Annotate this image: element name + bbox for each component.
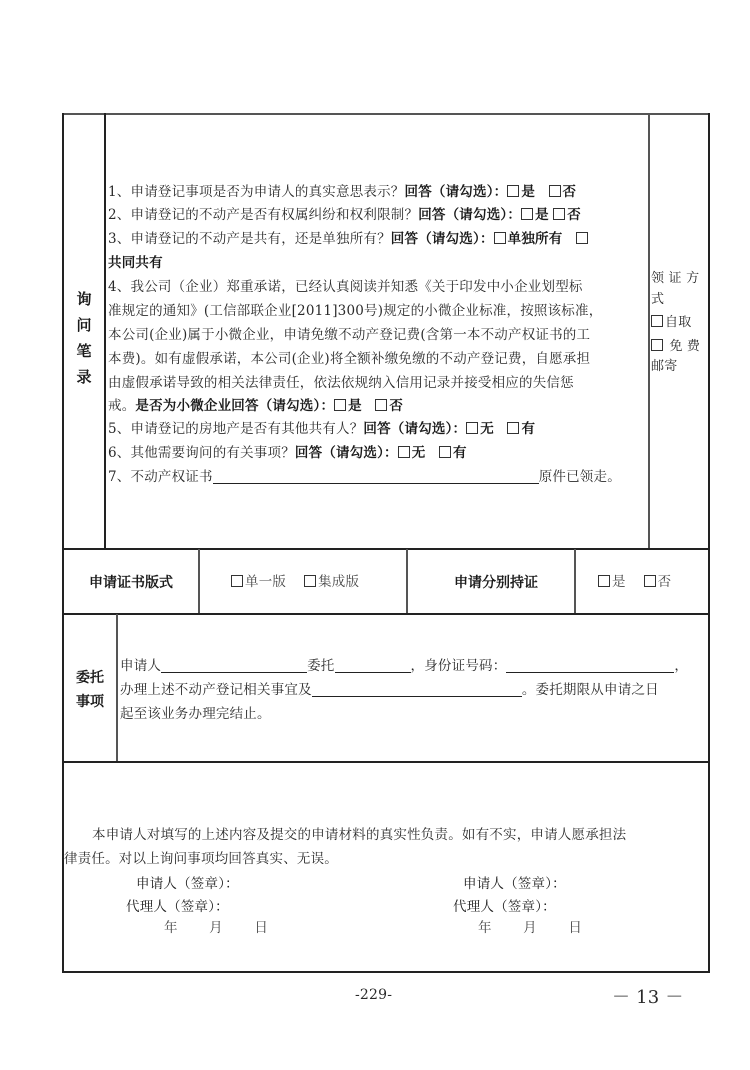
question-2-text: 2、申请登记的不动产是否有权属纠纷和权利限制？ — [108, 207, 419, 223]
checkbox[interactable] — [644, 575, 656, 587]
table-left-border — [62, 113, 64, 973]
option-label: 是 — [535, 207, 549, 223]
entrust-text: 办理上述不动产登记相关事宜及 — [120, 682, 312, 698]
declaration-line-1: 本申请人对填写的上述内容及提交的申请材料的真实性负责。如有不实，申请人愿承担法 — [92, 827, 627, 843]
question-4-line: 本费)。如有虚假承诺，本公司(企业)将全额补缴免缴的不动产登记费，自愿承担 — [108, 351, 591, 367]
question-4-line: 本公司(企业)属于小微企业，申请免缴不动产登记费(含第一本不动产权证书的工 — [108, 327, 591, 343]
checkbox[interactable] — [398, 446, 410, 458]
date-year: 年 — [478, 920, 492, 936]
certificate-format-label: 申请证书版式 — [89, 575, 173, 591]
entrust-label-line: 事项 — [76, 694, 104, 710]
date-day: 日 — [254, 920, 269, 936]
checkbox[interactable] — [651, 315, 663, 327]
question-4-last-text: 戒。 — [108, 398, 136, 414]
inquiry-label-divider — [104, 113, 106, 549]
date-right — [478, 918, 582, 939]
option-label: 集成版 — [318, 574, 360, 590]
matters-field[interactable] — [312, 682, 522, 697]
option-label: 单独所有 — [507, 231, 563, 247]
question-7-prefix: 7、不动产权证书 — [108, 469, 213, 485]
checkbox[interactable] — [507, 422, 519, 434]
date-year: 年 — [164, 920, 178, 936]
question-4-line: 准规定的通知》(工信部联企业[2011]300号)规定的小微企业标准，按照该标准， — [108, 303, 603, 319]
option-label: 无 — [480, 421, 494, 437]
agent-signature-right: 代理人（签章）： — [453, 899, 556, 915]
option-label: 否 — [562, 184, 577, 200]
entrust-text: 委托 — [307, 658, 335, 674]
checkbox[interactable] — [651, 339, 663, 351]
option-label: 有 — [452, 445, 467, 461]
date-left — [164, 918, 268, 939]
entrust-text: ， — [674, 658, 689, 674]
checkbox[interactable] — [439, 446, 451, 458]
collection-divider — [648, 113, 650, 549]
option-label: 单一版 — [245, 574, 287, 590]
checkbox[interactable] — [549, 185, 561, 197]
checkbox[interactable] — [466, 422, 478, 434]
cert-col-divider-3 — [574, 549, 576, 614]
table-bottom-border — [62, 971, 710, 973]
option-label: 共同共有 — [108, 255, 163, 271]
question-7 — [108, 467, 621, 488]
inquiry-label-char: 笔 — [76, 342, 92, 360]
question-1 — [108, 182, 576, 203]
option-label: 是 — [612, 574, 626, 590]
option-label: 否 — [389, 398, 404, 414]
question-1-prompt: 回答（请勾选）： — [404, 184, 508, 200]
certificate-number-field[interactable] — [213, 469, 539, 484]
entrust-text: 。委托期限从申请之日 — [521, 682, 659, 698]
separate-holding-label: 申请分别持证 — [454, 575, 538, 591]
checkbox[interactable] — [553, 208, 565, 220]
row-divider-1 — [62, 548, 710, 550]
inquiry-label — [74, 286, 94, 390]
option-label: 无 — [411, 445, 426, 461]
date-month: 月 — [523, 920, 537, 936]
separate-holding-options — [598, 572, 671, 593]
applicant-signature-right: 申请人（签章）： — [463, 876, 566, 892]
question-4-line: 由虚假承诺导致的相关法律责任，依法依规纳入信用记录并接受相应的失信惩 — [108, 375, 574, 391]
option-label: 否 — [657, 574, 672, 590]
option-label: 是 — [521, 184, 536, 200]
id-number-field[interactable] — [506, 658, 674, 673]
option-label: 有 — [521, 421, 536, 437]
collection-option-mail-wrap: 邮寄 — [651, 359, 678, 374]
collection-label-line2: 式 — [651, 292, 665, 307]
page-number-original: -229- — [355, 987, 393, 1003]
date-day: 日 — [568, 920, 583, 936]
inquiry-label-char: 问 — [76, 316, 92, 334]
entrust-line-1 — [120, 656, 688, 677]
checkbox[interactable] — [507, 185, 519, 197]
checkbox[interactable] — [521, 208, 533, 220]
checkbox[interactable] — [231, 575, 243, 587]
question-3-prompt: 回答（请勾选）： — [390, 231, 494, 247]
question-5 — [108, 419, 535, 440]
question-6 — [108, 443, 467, 464]
question-4-prompt: 是否为小微企业回答（请勾选）： — [135, 398, 335, 414]
checkbox[interactable] — [304, 575, 316, 587]
inquiry-label-char: 录 — [76, 368, 92, 386]
question-5-prompt: 回答（请勾选）： — [363, 421, 467, 437]
checkbox[interactable] — [494, 232, 506, 244]
question-6-prompt: 回答（请勾选）： — [294, 445, 398, 461]
entrust-text: 申请人 — [120, 658, 162, 674]
question-7-suffix: 原件已领走。 — [538, 469, 621, 485]
option-label: 免 费 — [669, 339, 701, 354]
collection-label-line1: 领 证 方 — [651, 271, 700, 286]
question-4-answer — [108, 396, 403, 417]
entrust-label-line: 委托 — [76, 670, 104, 686]
page-number: － 13 － — [612, 987, 684, 1008]
table-top-border — [62, 113, 710, 115]
collection-option-self — [651, 312, 691, 333]
checkbox[interactable] — [576, 232, 588, 244]
entrust-text: ，身份证号码： — [410, 658, 507, 674]
checkbox[interactable] — [375, 399, 387, 411]
inquiry-label-char: 询 — [76, 290, 92, 308]
entrust-label-divider — [116, 614, 118, 762]
row-divider-3 — [62, 761, 710, 763]
question-6-text: 6、其他需要询问的有关事项？ — [108, 445, 295, 461]
question-3 — [108, 229, 590, 250]
option-label: 否 — [567, 207, 581, 223]
entrust-line-3: 起至该业务办理完结止。 — [120, 706, 271, 722]
option-label: 自取 — [665, 315, 692, 330]
cert-col-divider-1 — [198, 549, 200, 614]
applicant-signature-left: 申请人（签章）： — [136, 876, 239, 892]
question-5-text: 5、申请登记的房地产是否有其他共有人？ — [108, 421, 364, 437]
row-divider-2 — [62, 613, 710, 615]
question-4-line: 4、我公司（企业）郑重承诺，已经认真阅读并知悉《关于印发中小企业划型标 — [108, 279, 583, 295]
agent-name-field[interactable] — [335, 658, 411, 673]
question-2 — [108, 205, 581, 226]
entrust-line-2 — [120, 680, 659, 701]
entrust-label — [64, 666, 116, 714]
table-right-border — [708, 113, 710, 973]
question-1-text: 1、申请登记事项是否为申请人的真实意思表示？ — [108, 184, 405, 200]
checkbox[interactable] — [334, 399, 346, 411]
question-2-prompt: 回答（请勾选）： — [418, 207, 522, 223]
collection-option-mail — [651, 336, 700, 357]
question-3-text: 3、申请登记的不动产是共有，还是单独所有？ — [108, 231, 391, 247]
checkbox[interactable] — [598, 575, 610, 587]
option-label: 是 — [348, 398, 362, 414]
agent-signature-left: 代理人（签章）： — [126, 899, 229, 915]
applicant-name-field[interactable] — [161, 658, 307, 673]
declaration-line-2: 律责任。对以上询问事项均回答真实、无误。 — [64, 851, 338, 867]
date-month: 月 — [209, 920, 223, 936]
question-3-wrap — [108, 253, 163, 274]
certificate-format-options — [231, 572, 359, 593]
